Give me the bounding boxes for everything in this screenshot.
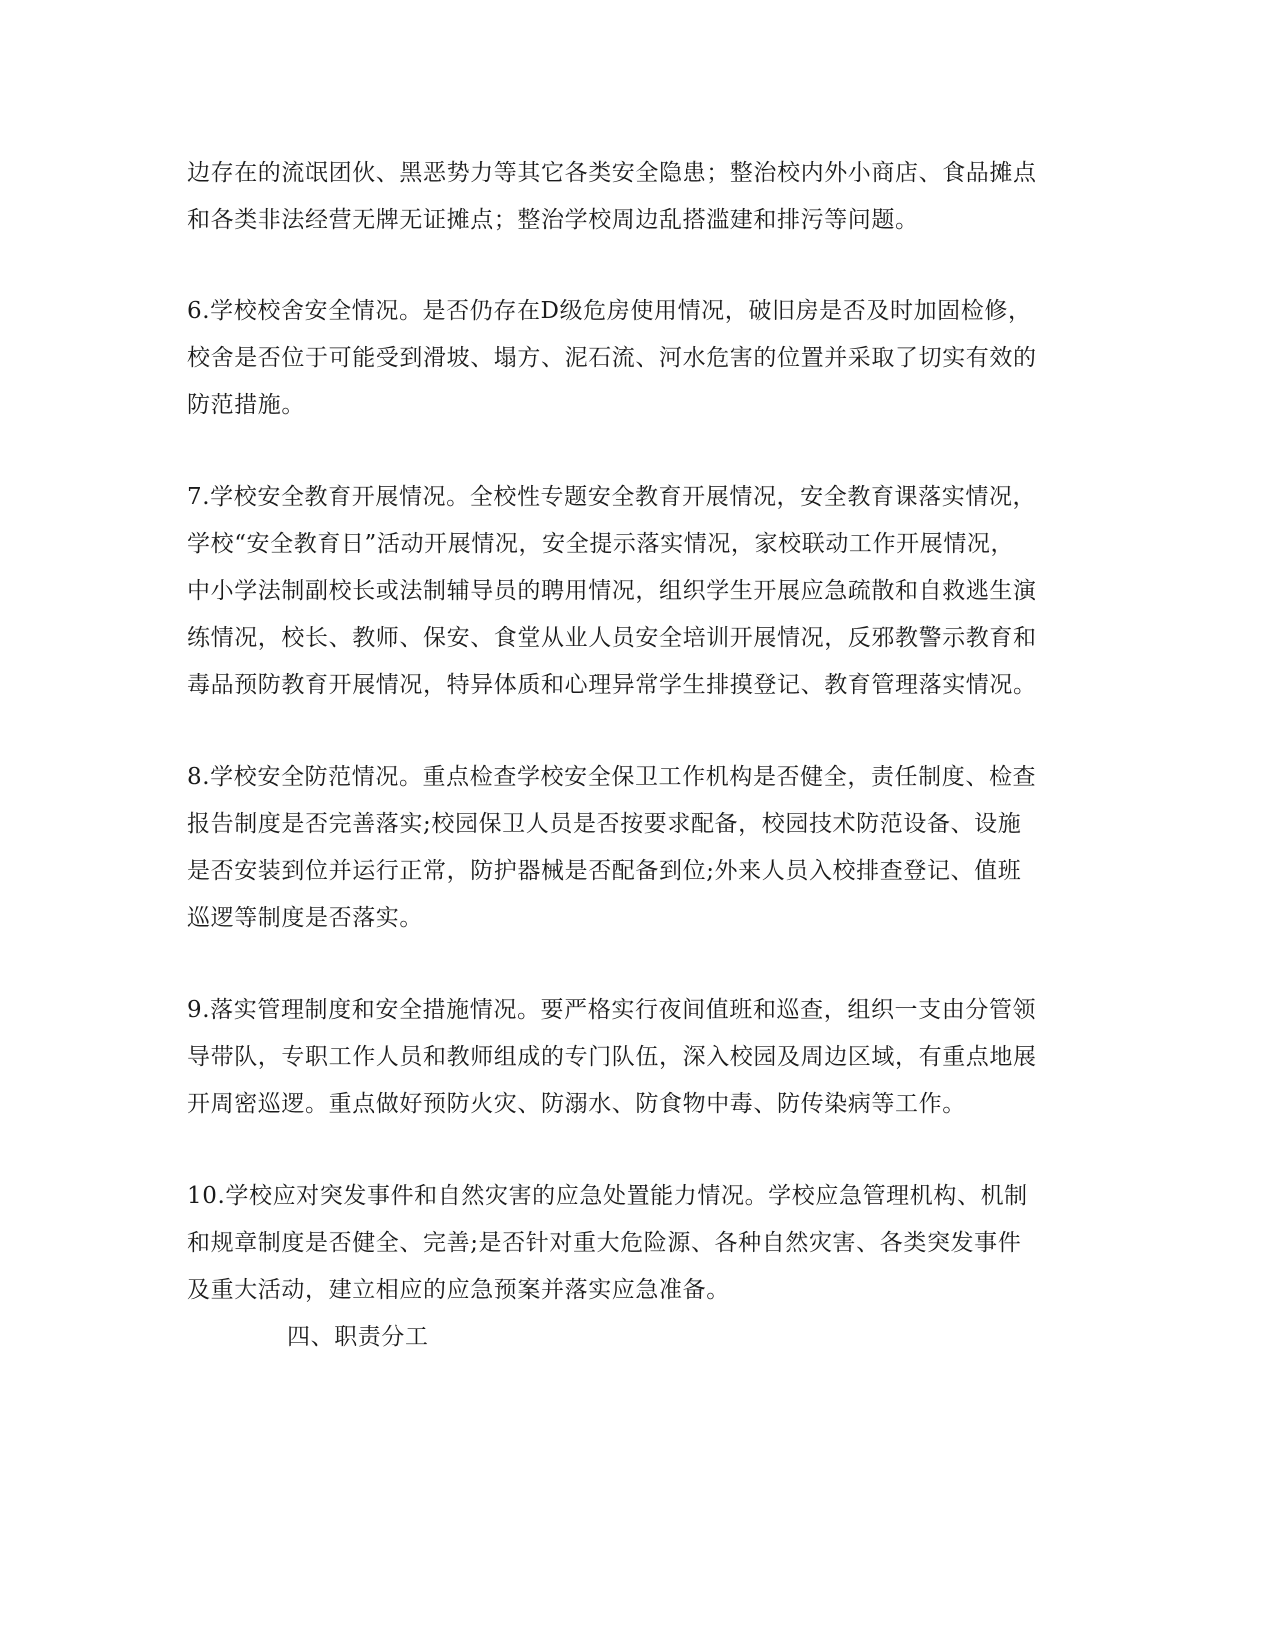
text-line: 中小学法制副校长或法制辅导员的聘用情况，组织学生开展应急疏散和自救逃生演 <box>187 578 1037 604</box>
text-line: 6.学校校舍安全情况。是否仍存在D级危房使用情况，破旧房是否及时加固检修， <box>187 298 1032 324</box>
text-line: 报告制度是否完善落实;校园保卫人员是否按要求配备，校园技术防范设备、设施 <box>187 811 1022 837</box>
text-line: 边存在的流氓团伙、黑恶势力等其它各类安全隐患；整治校内外小商店、食品摊点 <box>187 160 1037 186</box>
text-line: 学校“安全教育日”活动开展情况，安全提示落实情况，家校联动工作开展情况， <box>187 531 1015 557</box>
text-line: 开周密巡逻。重点做好预防火灾、防溺水、防食物中毒、防传染病等工作。 <box>187 1091 966 1117</box>
text-line: 练情况，校长、教师、保安、食堂从业人员安全培训开展情况，反邪教警示教育和 <box>187 625 1037 651</box>
text-line: 9.落实管理制度和安全措施情况。要严格实行夜间值班和巡查，组织一支由分管领 <box>187 997 1037 1023</box>
text-line: 及重大活动，建立相应的应急预案并落实应急准备。 <box>187 1277 730 1303</box>
text-line: 8.学校安全防范情况。重点检查学校安全保卫工作机构是否健全，责任制度、检查 <box>187 764 1037 790</box>
text-line: 导带队，专职工作人员和教师组成的专门队伍，深入校园及周边区域，有重点地展 <box>187 1044 1037 1070</box>
text-line: 和各类非法经营无牌无证摊点；整治学校周边乱搭滥建和排污等问题。 <box>187 207 919 233</box>
section-heading: 四、职责分工 <box>287 1324 429 1350</box>
text-line: 10.学校应对突发事件和自然灾害的应急处置能力情况。学校应急管理机构、机制 <box>187 1183 1028 1209</box>
text-line: 防范措施。 <box>187 392 305 418</box>
text-line: 和规章制度是否健全、完善;是否针对重大危险源、各种自然灾害、各类突发事件 <box>187 1230 1022 1256</box>
text-line: 7.学校安全教育开展情况。全校性专题安全教育开展情况，安全教育课落实情况， <box>187 484 1037 510</box>
text-line: 巡逻等制度是否落实。 <box>187 905 423 931</box>
text-line: 毒品预防教育开展情况，特异体质和心理异常学生排摸登记、教育管理落实情况。 <box>187 672 1037 698</box>
text-line: 是否安装到位并运行正常，防护器械是否配备到位;外来人员入校排查登记、值班 <box>187 858 1022 884</box>
text-line: 校舍是否位于可能受到滑坡、塌方、泥石流、河水危害的位置并采取了切实有效的 <box>187 345 1037 371</box>
